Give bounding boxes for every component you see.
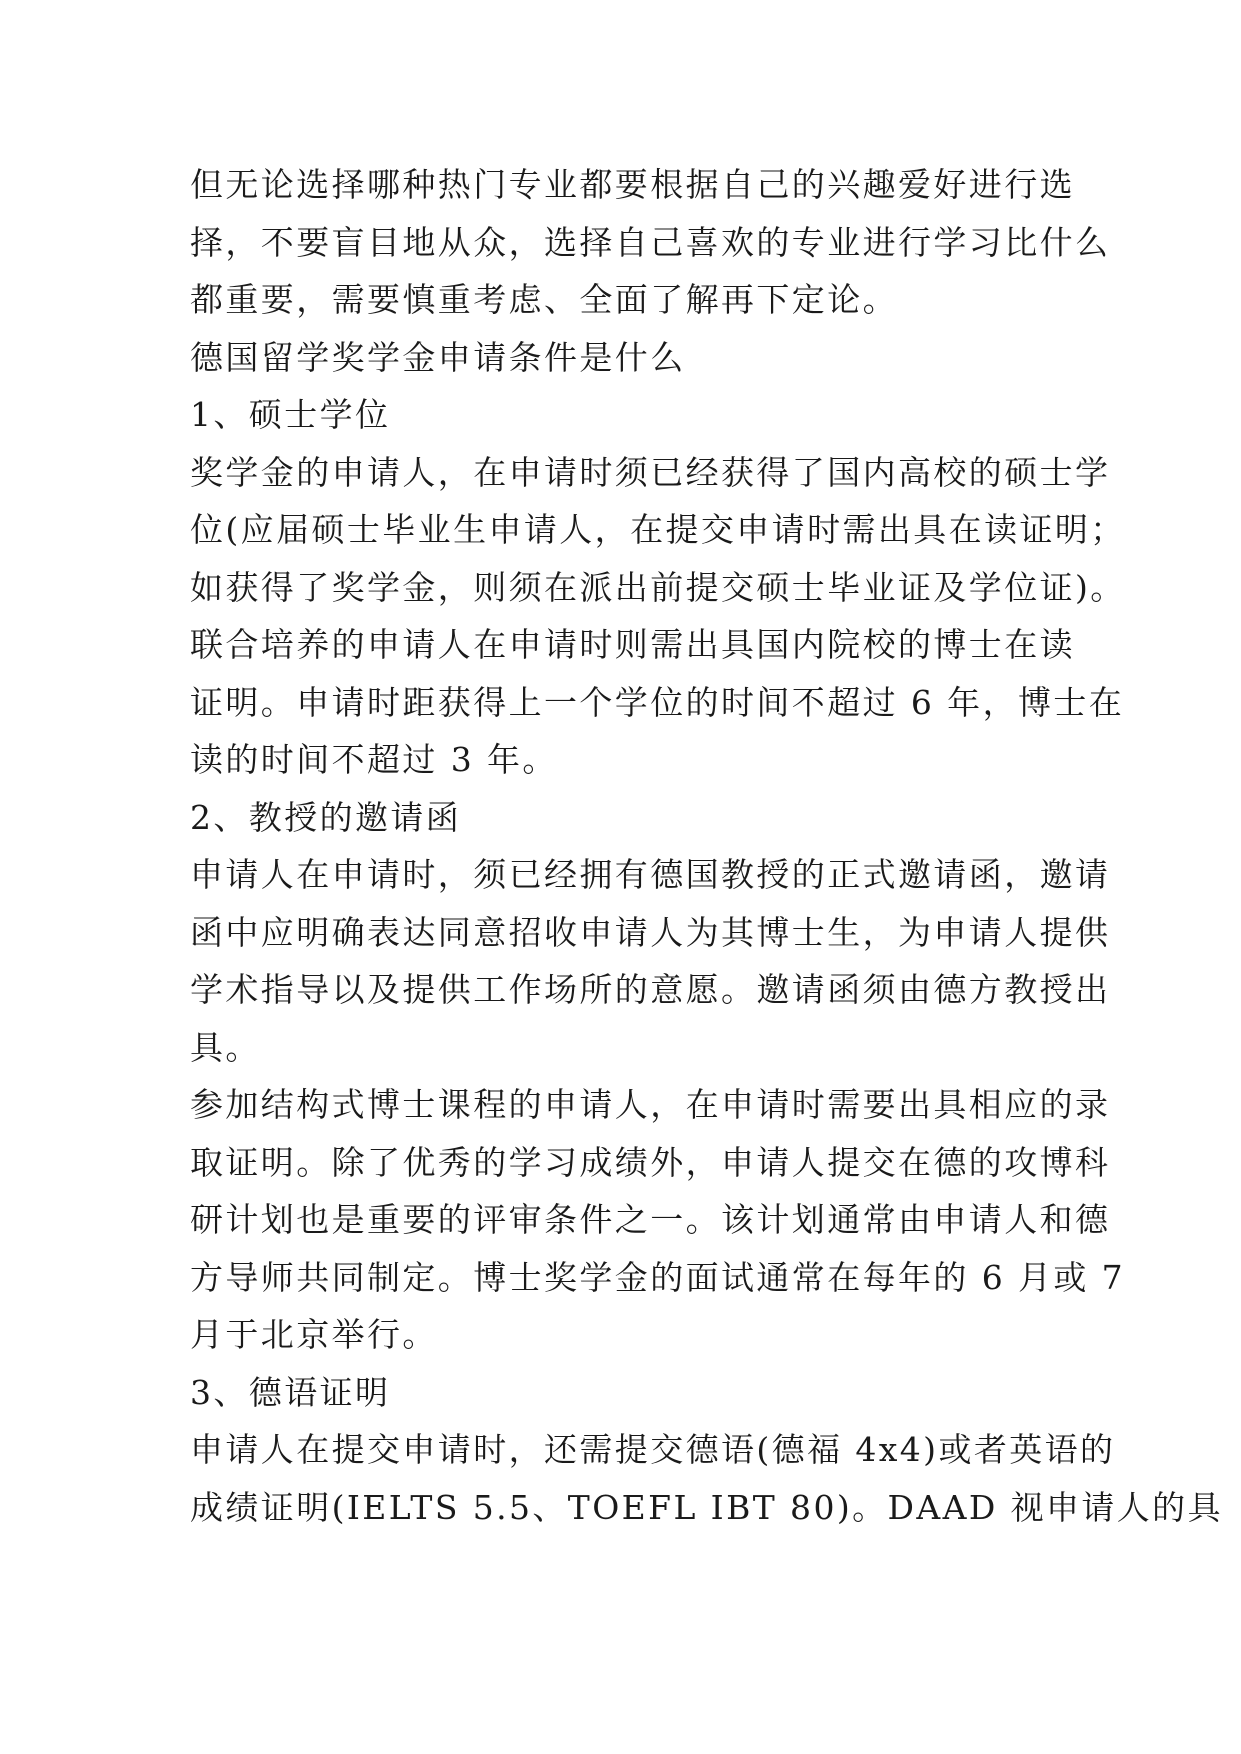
subsection-heading: 2、教授的邀请函 (190, 797, 462, 837)
text-line: 申请人在提交申请时，还需提交德语(德福 4x4)或者英语的 (190, 1430, 1116, 1469)
text-line: 学术指导以及提供工作场所的意愿。邀请函须由德方教授出 (190, 970, 1111, 1009)
text-line: 参加结构式博士课程的申请人，在申请时需要出具相应的录 (190, 1085, 1111, 1124)
text-line: 函中应明确表达同意招收申请人为其博士生，为申请人提供 (190, 912, 1111, 952)
text-line: 成绩证明(IELTS 5.5、TOEFL IBT 80)。DAAD 视申请人的具 (190, 1487, 1223, 1527)
text-line: 具。 (190, 1027, 261, 1067)
text-line: 证明。申请时距获得上一个学位的时间不超过 6 年，博士在 (190, 682, 1125, 722)
text-line: 取证明。除了优秀的学习成绩外，申请人提交在德的攻博科 (190, 1142, 1111, 1182)
text-line: 月于北京举行。 (190, 1315, 438, 1354)
document-body (190, 156, 1223, 1536)
text-line: 如获得了奖学金，则须在派出前提交硕士毕业证及学位证)。 (190, 567, 1126, 607)
subsection-heading: 1、硕士学位 (190, 395, 391, 434)
text-line: 联合培养的申请人在申请时则需出具国内院校的博士在读 (190, 625, 1075, 664)
text-line: 都重要，需要慎重考虑、全面了解再下定论。 (190, 280, 898, 319)
text-line: 方导师共同制定。博士奖学金的面试通常在每年的 6 月或 7 (190, 1257, 1126, 1297)
text-line: 但无论选择哪种热门专业都要根据自己的兴趣爱好进行选 (190, 165, 1075, 204)
subsection-heading: 3、德语证明 (190, 1372, 391, 1412)
text-line: 择，不要盲目地从众，选择自己喜欢的专业进行学习比什么 (190, 222, 1111, 262)
text-line: 研计划也是重要的评审条件之一。该计划通常由申请人和德 (190, 1200, 1111, 1239)
text-line: 读的时间不超过 3 年。 (190, 740, 558, 779)
text-line: 位(应届硕士毕业生申请人，在提交申请时需出具在读证明； (190, 510, 1126, 549)
text-line: 申请人在申请时，须已经拥有德国教授的正式邀请函，邀请 (190, 855, 1111, 894)
section-heading: 德国留学奖学金申请条件是什么 (190, 337, 686, 377)
text-line: 奖学金的申请人，在申请时须已经获得了国内高校的硕士学 (190, 452, 1111, 492)
